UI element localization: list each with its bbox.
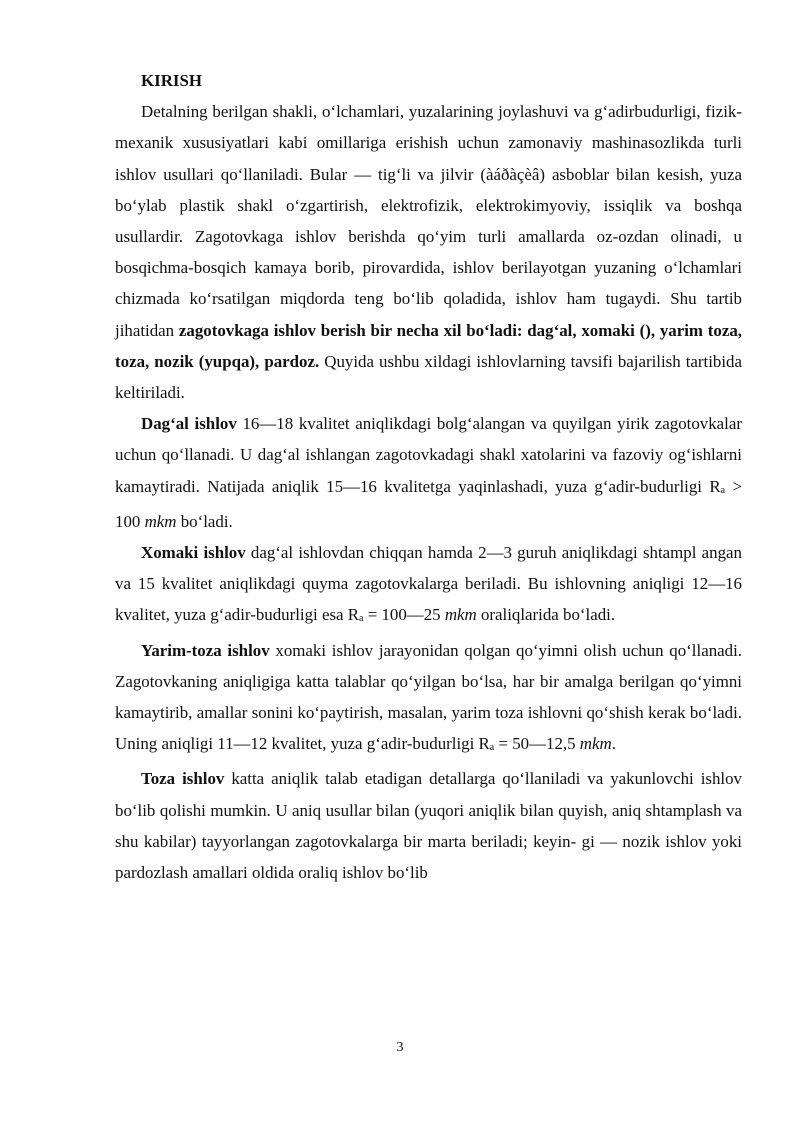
unit-mkm: mkm [579, 734, 612, 754]
toza-text: katta aniqlik talab etadigan detallarga qoʻllaniladi va yakunlovchi ishlov boʻlib qolishi mumkin. U aniq usullar bilan (yuqori aniqlik bilan quyish, aniq shtamplash va shu kabilar) tayyorlangan zagotovkalarga bir marta beriladi; keyin- gi — nozik ishlov yoki pardozlash amallari oldida oraliq ishlov boʻlib [115, 769, 742, 883]
unit-mkm: mkm [144, 511, 177, 531]
xomaki-text: dagʻal ishlovdan chiqqan hamda 2—3 guruh aniqlikdagi shtampl angan va 15 kvalitet aniqlikdagi quyma zagotovkalarga beriladi. Bu ishlovning aniqligi 12—16 kvalitet, yuza gʻadir-budurligi esa R [115, 543, 742, 625]
term-yarim-toza-ishlov: Yarim-toza ishlov [141, 640, 270, 660]
paragraph-xomaki-ishlov [115, 537, 742, 635]
section-heading: KIRISH [141, 71, 203, 90]
ra-subscript: a [359, 613, 364, 625]
intro-text-end: Quyida ushbu xildagi ishlovlarning tavsifi bajarilish tartibida keltiriladi. [115, 351, 743, 403]
page-content [115, 65, 742, 888]
paragraph-dagal-ishlov [115, 408, 742, 537]
unit-mkm: mkm [444, 605, 477, 625]
dagal-text: 16—18 kvalitet aniqlikdagi bolgʻalangan va quyilgan yirik zagotovkalar uchun qoʻllanadi. U dagʻal ishlangan zagotovkadagi shakl xatolarini va fazoviy ogʻishlarni kamaytiradi. Natijada aniqlik 15—16 kvalitetga yaqinlashadi, yuza gʻadir-budurligi R [115, 414, 742, 496]
yarim-toza-text: xomaki ishlov jarayonidan qolgan qoʻyimni olish uchun qoʻllanadi. Zagotovkaning aniqligiga katta talablar qoʻyilgan boʻlsa, har bir amalga berilgan qoʻyimni kamaytirib, amallar sonini koʻpaytirish, masalan, yarim toza ishlovni qoʻshish kerak boʻladi. Uning aniqligi 11—12 kvalitet, yuza gʻadir-budurligi R [115, 640, 742, 754]
term-xomaki-ishlov: Xomaki ishlov [141, 543, 246, 563]
dagal-value: > 100 [115, 476, 743, 531]
intro-bold-text: zagotovkaga ishlov berish bir necha xil boʻladi: dagʻal, xomaki (), yarim toza, toza, nozik (yupqa), pardoz. [115, 320, 742, 371]
xomaki-end: oraliqlarida boʻladi. [476, 605, 616, 625]
ra-subscript: a [489, 742, 495, 754]
xomaki-value: = 100—25 [363, 605, 445, 625]
paragraph-yarim-toza-ishlov [115, 635, 742, 764]
dagal-end: boʻladi. [176, 511, 233, 531]
term-toza-ishlov: Toza ishlov [141, 769, 225, 789]
intro-text: Detalning berilgan shakli, oʻlchamlari, yuzalarining joylashuvi va gʻadirbudurligi, fizik-mexanik xususiyatlari kabi omillariga erishish uchun zamonaviy mashinasozlikda turli ishlov usullari qoʻllaniladi. Bular — tigʻli va jilvir (àáðàçèâ) asboblar bilan kesish, yuza boʻylab plastik shakl oʻzgartirish, elektrofizik, elektrokimyoviy, issiqlik va boshqa usullardir. Zagotovkaga ishlov berishda qoʻyim turli amallarda oz-ozdan olinadi, u bosqichma-bosqich kamaya borib, pirovardida, ishlov berilayotgan yuzaning oʻlchamlari chizmada koʻrsatilgan miqdorda teng boʻlib qoladida, ishlov ham tugaydi. Shu tartib jihatidan [115, 102, 742, 340]
paragraph-toza-ishlov [115, 763, 742, 888]
page-number: 3 [396, 1040, 404, 1055]
ra-subscript: a [720, 484, 726, 496]
yarim-toza-end: . [611, 734, 616, 754]
paragraph-introduction [115, 96, 742, 408]
yarim-toza-value: = 50—12,5 [494, 734, 580, 754]
term-dagal-ishlov: Dagʻal ishlov [141, 414, 237, 434]
